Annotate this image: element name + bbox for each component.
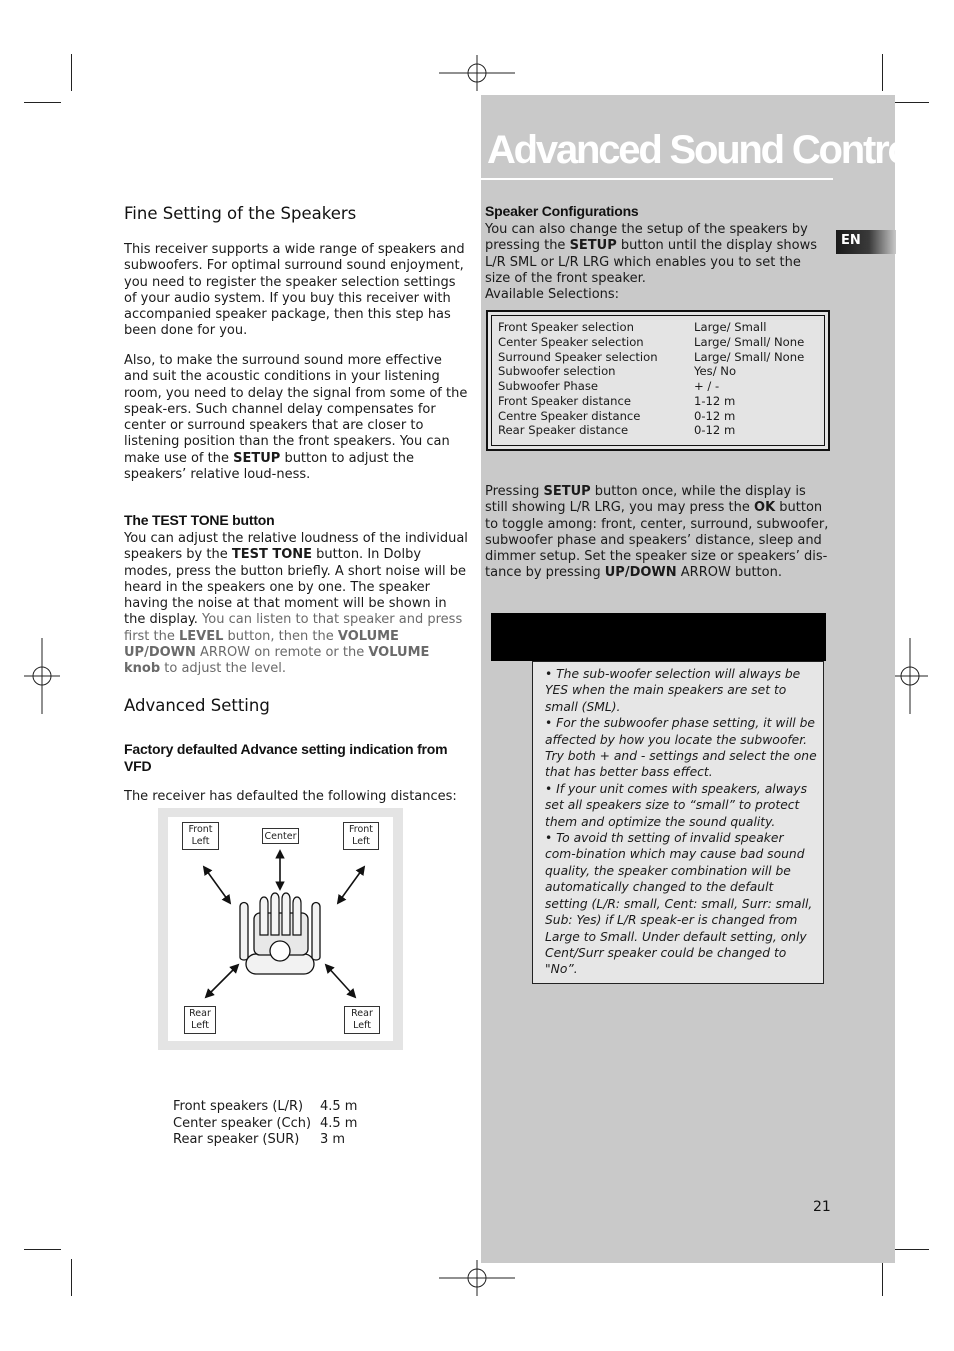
title-rule [481, 178, 833, 180]
selection-value: Yes/ No [694, 364, 737, 378]
language-tab-label: EN [841, 233, 861, 248]
distance-label-rear: Rear speaker (SUR) [173, 1132, 300, 1147]
registration-mark-icon [439, 55, 515, 91]
selection-value: Large/ Small/ None [694, 335, 805, 349]
crop-mark [882, 54, 883, 91]
test-tone-heading: The TEST TONE button [124, 512, 275, 528]
distance-label-center: Center speaker (Cch) [173, 1116, 312, 1131]
selection-value: Large/ Small/ None [694, 350, 805, 364]
note-item: • If your unit comes with speakers, always set all speakers size to “small” to protect them and optimize the sound quality. [545, 781, 807, 829]
selection-value: Large/ Small [694, 320, 767, 334]
registration-mark-icon [24, 638, 60, 714]
page-number: 21 [813, 1199, 831, 1215]
distance-label-front: Front speakers (L/R) [173, 1099, 304, 1114]
selection-value: 0-12 m [694, 423, 736, 437]
setup-toggle-paragraph: Pressing SETUP button once, while the display is still showing L/R LRG, you may press the OK button to toggle among: front, center, surround, subwoofer, subwoofer phase and speakers’ distance, sleep and dimmer setup. Set the speaker size or speakers’ dis-tance by pressing UP/DOWN ARROW button. [485, 484, 829, 581]
fine-setting-paragraph-2: Also, to make the surround sound more effective and suit the acoustic conditions in your listening room, you need to delay the signal from some of the speak-ers. Such channel delay compensates for center or surround speakers that are closer to listening position than the front speakers. You can make use of the SETUP button to adjust the speakers’ relative loud-ness. [124, 353, 468, 483]
speaker-rear-right: Rear Left [344, 1006, 380, 1034]
distance-value-rear: 3 m [320, 1132, 346, 1147]
fine-setting-paragraph-1: This receiver supports a wide range of speakers and subwoofers. For optimal surround sound enjoyment, you need to register the speaker selection settings of your audio system. If you buy this receiver with accompanied speaker package, then this step has been done for you. [124, 242, 465, 339]
speaker-front-left: Front Left [182, 822, 219, 850]
defaults-intro: The receiver has defaulted the following distances: [124, 789, 457, 804]
selection-name: Rear Speaker distance [498, 423, 629, 437]
crop-mark [24, 1249, 61, 1250]
selection-name: Front Speaker selection [498, 320, 634, 334]
selection-name: Centre Speaker distance [498, 409, 641, 423]
test-tone-paragraph: You can adjust the relative loudness of the individual speakers by the TEST TONE button. In Dolby modes, press the button briefly. A short noise will be heard in the speakers one by one. The speaker having the noise at that moment will be shown in the display. You can listen to that speaker and press first the LEVEL button, then the VOLUME UP/DOWN ARROW on remote or the VOLUME knob to adjust the level. [124, 531, 468, 677]
listener-and-arrows-graphic [168, 817, 393, 1041]
distance-value-front: 4.5 m [320, 1099, 358, 1114]
speaker-front-right: Front Left [343, 822, 379, 850]
arrow-front-left [204, 867, 230, 903]
note-header-bar [491, 613, 826, 661]
crop-mark [882, 1259, 883, 1296]
factory-default-heading: Factory defaulted Advance setting indication from VFD [124, 741, 448, 774]
selection-value: 1-12 m [694, 394, 736, 408]
arrow-front-right [338, 867, 364, 903]
selection-name: Subwoofer Phase [498, 379, 599, 393]
test-tone-level-instructions: You can listen to that speaker and press first the LEVEL button, then the VOLUME UP/DOWN ARROW on remote or the VOLUME knob to adjust the level. [124, 612, 463, 677]
selection-name: Surround Speaker selection [498, 350, 658, 364]
crop-mark [71, 1259, 72, 1296]
arrow-rear-right [326, 965, 355, 997]
selection-value: + / - [694, 379, 720, 393]
registration-mark-icon [892, 638, 928, 714]
speaker-center: Center [262, 828, 299, 844]
speaker-config-paragraph: You can also change the setup of the speakers by pressing the SETUP button until the display shows L/R SML or L/R LRG which enables you to set the size of the front speaker. Available Selections: [485, 222, 817, 303]
crop-mark [892, 1249, 929, 1250]
note-item: • To avoid th setting of invalid speaker com-bination which may cause bad sound quality, the speaker combination will be automatically changed to the default setting (L/R: small, Cent: small, Surr: small, Sub: Yes) if L/R speak-er is changed from Large to Small. Under default setting, only Cent/Surr speaker could be changed to "No”. [545, 831, 813, 977]
selection-name: Center Speaker selection [498, 335, 644, 349]
fine-setting-heading: Fine Setting of the Speakers [124, 204, 357, 223]
note-item: • The sub-woofer selection will always be YES when the main speakers are set to small (SML). [545, 667, 801, 714]
selection-name: Subwoofer selection [498, 364, 616, 378]
speaker-config-heading: Speaker Configurations [485, 203, 639, 219]
registration-mark-icon [439, 1260, 515, 1296]
note-item: • For the subwoofer phase setting, it will be affected by how you locate the subwoofer. Try both + and - settings and select the one that has better bass effect. [545, 716, 817, 780]
crop-mark [892, 102, 929, 103]
arrow-rear-left [206, 965, 238, 997]
note-list [545, 666, 817, 978]
speaker-rear-left: Rear Left [184, 1006, 216, 1034]
selection-name: Front Speaker distance [498, 394, 631, 408]
distance-value-center: 4.5 m [320, 1116, 358, 1131]
page-title: Advanced Sound Control [487, 128, 919, 172]
selection-value: 0-12 m [694, 409, 736, 423]
advanced-setting-heading: Advanced Setting [124, 696, 270, 715]
crop-mark [24, 102, 61, 103]
crop-mark [71, 54, 72, 91]
